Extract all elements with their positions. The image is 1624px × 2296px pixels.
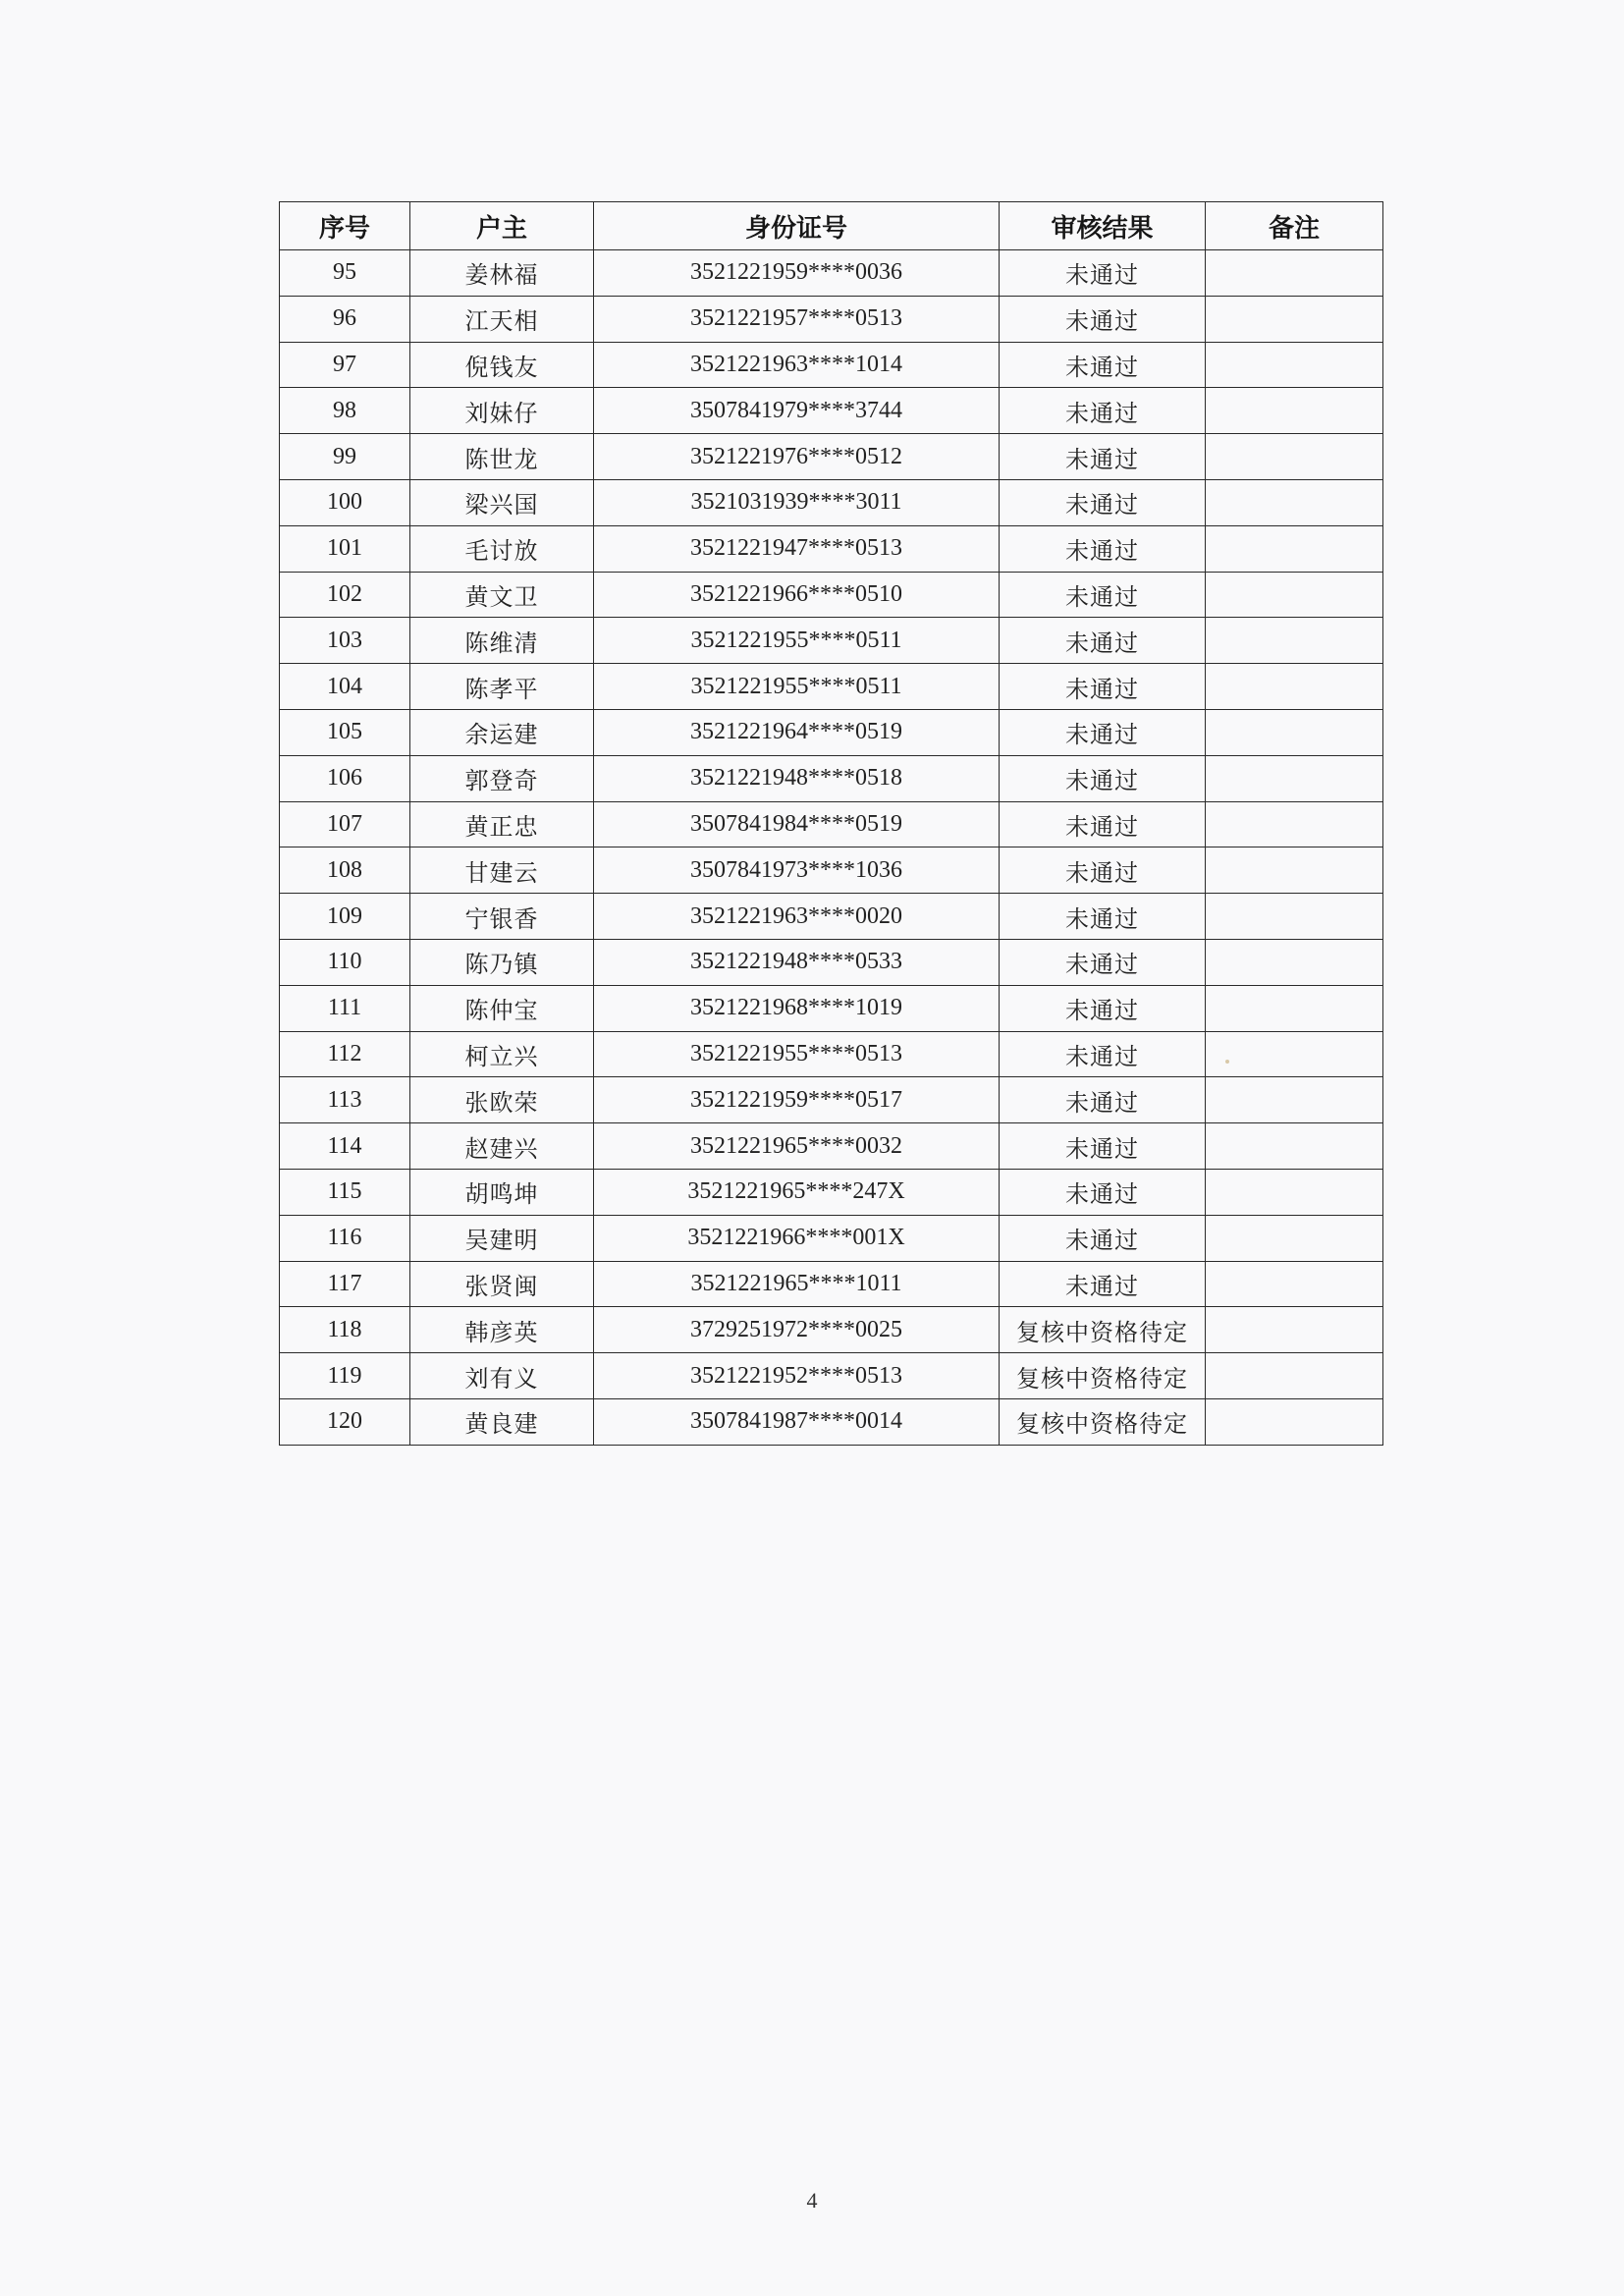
table-row	[280, 664, 1383, 710]
cell-review-result: 未通过	[1000, 664, 1206, 710]
header-serial-number: 序号	[280, 202, 410, 250]
cell-remark	[1206, 296, 1383, 342]
cell-householder: 吴建明	[410, 1215, 594, 1261]
cell-remark	[1206, 1169, 1383, 1215]
cell-id-number: 3521221947****0513	[594, 525, 1000, 572]
cell-serial-number: 111	[280, 985, 410, 1031]
cell-review-result: 未通过	[1000, 388, 1206, 434]
cell-remark	[1206, 939, 1383, 985]
table-row	[280, 847, 1383, 894]
cell-id-number: 3521221964****0519	[594, 709, 1000, 755]
cell-review-result: 未通过	[1000, 525, 1206, 572]
cell-review-result: 复核中资格待定	[1000, 1307, 1206, 1353]
table-row	[280, 296, 1383, 342]
cell-id-number: 3521221965****247X	[594, 1169, 1000, 1215]
table-row	[280, 1215, 1383, 1261]
cell-id-number: 3521221963****1014	[594, 342, 1000, 388]
cell-householder: 梁兴国	[410, 479, 594, 525]
cell-serial-number: 118	[280, 1307, 410, 1353]
cell-remark	[1206, 894, 1383, 940]
table-row	[280, 709, 1383, 755]
cell-id-number: 3521221963****0020	[594, 894, 1000, 940]
cell-review-result: 复核中资格待定	[1000, 1398, 1206, 1445]
table-row	[280, 1398, 1383, 1445]
cell-remark	[1206, 250, 1383, 297]
scan-speck	[1225, 1060, 1229, 1064]
cell-householder: 柯立兴	[410, 1031, 594, 1077]
cell-householder: 陈世龙	[410, 434, 594, 480]
cell-remark	[1206, 618, 1383, 664]
cell-review-result: 未通过	[1000, 755, 1206, 801]
cell-remark	[1206, 985, 1383, 1031]
table-row	[280, 388, 1383, 434]
cell-serial-number: 117	[280, 1261, 410, 1307]
cell-id-number: 3521221952****0513	[594, 1353, 1000, 1399]
cell-serial-number: 109	[280, 894, 410, 940]
cell-id-number: 3521221959****0036	[594, 250, 1000, 297]
cell-review-result: 复核中资格待定	[1000, 1353, 1206, 1399]
cell-serial-number: 106	[280, 755, 410, 801]
cell-remark	[1206, 434, 1383, 480]
cell-id-number: 3507841984****0519	[594, 801, 1000, 847]
header-householder: 户主	[410, 202, 594, 250]
cell-remark	[1206, 1031, 1383, 1077]
table-body	[280, 250, 1383, 1446]
cell-id-number: 3521031939****3011	[594, 479, 1000, 525]
cell-id-number: 3521221965****0032	[594, 1123, 1000, 1170]
cell-remark	[1206, 1123, 1383, 1170]
cell-serial-number: 120	[280, 1398, 410, 1445]
table-row	[280, 572, 1383, 618]
cell-remark	[1206, 847, 1383, 894]
cell-review-result: 未通过	[1000, 434, 1206, 480]
cell-id-number: 3521221948****0533	[594, 939, 1000, 985]
cell-review-result: 未通过	[1000, 1169, 1206, 1215]
cell-review-result: 未通过	[1000, 894, 1206, 940]
cell-serial-number: 107	[280, 801, 410, 847]
audit-result-table	[279, 201, 1383, 1446]
cell-remark	[1206, 388, 1383, 434]
cell-householder: 陈仲宝	[410, 985, 594, 1031]
header-id-number: 身份证号	[594, 202, 1000, 250]
cell-serial-number: 95	[280, 250, 410, 297]
cell-review-result: 未通过	[1000, 618, 1206, 664]
table-row	[280, 250, 1383, 297]
table-row	[280, 479, 1383, 525]
cell-review-result: 未通过	[1000, 572, 1206, 618]
cell-householder: 胡鸣坤	[410, 1169, 594, 1215]
cell-id-number: 3729251972****0025	[594, 1307, 1000, 1353]
cell-review-result: 未通过	[1000, 1123, 1206, 1170]
cell-remark	[1206, 1077, 1383, 1123]
cell-id-number: 3521221955****0513	[594, 1031, 1000, 1077]
cell-id-number: 3521221965****1011	[594, 1261, 1000, 1307]
cell-serial-number: 98	[280, 388, 410, 434]
table-row	[280, 894, 1383, 940]
cell-id-number: 3521221957****0513	[594, 296, 1000, 342]
cell-householder: 毛讨放	[410, 525, 594, 572]
table-row	[280, 939, 1383, 985]
table-row	[280, 801, 1383, 847]
cell-remark	[1206, 1215, 1383, 1261]
cell-householder: 黄良建	[410, 1398, 594, 1445]
cell-householder: 韩彦英	[410, 1307, 594, 1353]
cell-id-number: 3521221948****0518	[594, 755, 1000, 801]
table-row	[280, 434, 1383, 480]
table-row	[280, 1169, 1383, 1215]
header-review-result: 审核结果	[1000, 202, 1206, 250]
cell-householder: 江天相	[410, 296, 594, 342]
header-remark: 备注	[1206, 202, 1383, 250]
cell-id-number: 3521221968****1019	[594, 985, 1000, 1031]
cell-review-result: 未通过	[1000, 1261, 1206, 1307]
cell-serial-number: 104	[280, 664, 410, 710]
cell-id-number: 3521221966****001X	[594, 1215, 1000, 1261]
cell-remark	[1206, 709, 1383, 755]
cell-remark	[1206, 1261, 1383, 1307]
cell-householder: 刘有义	[410, 1353, 594, 1399]
cell-id-number: 3521221955****0511	[594, 618, 1000, 664]
table-row	[280, 1123, 1383, 1170]
cell-householder: 黄文卫	[410, 572, 594, 618]
cell-id-number: 3521221955****0511	[594, 664, 1000, 710]
cell-serial-number: 113	[280, 1077, 410, 1123]
cell-id-number: 3521221976****0512	[594, 434, 1000, 480]
cell-remark	[1206, 572, 1383, 618]
page-number: 4	[806, 2188, 818, 2213]
table-header-row	[280, 202, 1383, 250]
table-row	[280, 342, 1383, 388]
cell-serial-number: 112	[280, 1031, 410, 1077]
cell-householder: 姜林福	[410, 250, 594, 297]
cell-review-result: 未通过	[1000, 1077, 1206, 1123]
cell-serial-number: 97	[280, 342, 410, 388]
cell-id-number: 3507841979****3744	[594, 388, 1000, 434]
cell-serial-number: 99	[280, 434, 410, 480]
cell-serial-number: 115	[280, 1169, 410, 1215]
cell-serial-number: 114	[280, 1123, 410, 1170]
table-row	[280, 1261, 1383, 1307]
cell-householder: 陈孝平	[410, 664, 594, 710]
cell-id-number: 3507841973****1036	[594, 847, 1000, 894]
cell-serial-number: 105	[280, 709, 410, 755]
cell-review-result: 未通过	[1000, 709, 1206, 755]
cell-remark	[1206, 801, 1383, 847]
cell-householder: 张欧荣	[410, 1077, 594, 1123]
cell-serial-number: 101	[280, 525, 410, 572]
cell-review-result: 未通过	[1000, 1031, 1206, 1077]
table-row	[280, 755, 1383, 801]
cell-remark	[1206, 342, 1383, 388]
cell-remark	[1206, 1307, 1383, 1353]
table-row	[280, 525, 1383, 572]
table-row	[280, 618, 1383, 664]
cell-review-result: 未通过	[1000, 801, 1206, 847]
cell-review-result: 未通过	[1000, 250, 1206, 297]
cell-serial-number: 100	[280, 479, 410, 525]
cell-id-number: 3521221966****0510	[594, 572, 1000, 618]
cell-householder: 宁银香	[410, 894, 594, 940]
cell-remark	[1206, 479, 1383, 525]
cell-serial-number: 110	[280, 939, 410, 985]
cell-serial-number: 119	[280, 1353, 410, 1399]
cell-remark	[1206, 525, 1383, 572]
cell-householder: 黄正忠	[410, 801, 594, 847]
cell-serial-number: 102	[280, 572, 410, 618]
cell-householder: 张贤闽	[410, 1261, 594, 1307]
cell-householder: 郭登奇	[410, 755, 594, 801]
cell-remark	[1206, 1398, 1383, 1445]
cell-householder: 刘妹仔	[410, 388, 594, 434]
cell-review-result: 未通过	[1000, 342, 1206, 388]
cell-review-result: 未通过	[1000, 985, 1206, 1031]
cell-serial-number: 116	[280, 1215, 410, 1261]
cell-serial-number: 103	[280, 618, 410, 664]
cell-serial-number: 96	[280, 296, 410, 342]
cell-id-number: 3521221959****0517	[594, 1077, 1000, 1123]
cell-review-result: 未通过	[1000, 847, 1206, 894]
cell-review-result: 未通过	[1000, 479, 1206, 525]
table-row	[280, 1307, 1383, 1353]
cell-householder: 余运建	[410, 709, 594, 755]
table-row	[280, 985, 1383, 1031]
cell-remark	[1206, 664, 1383, 710]
cell-householder: 陈乃镇	[410, 939, 594, 985]
cell-review-result: 未通过	[1000, 1215, 1206, 1261]
cell-review-result: 未通过	[1000, 939, 1206, 985]
cell-review-result: 未通过	[1000, 296, 1206, 342]
table-row	[280, 1031, 1383, 1077]
cell-remark	[1206, 1353, 1383, 1399]
cell-householder: 甘建云	[410, 847, 594, 894]
cell-householder: 倪钱友	[410, 342, 594, 388]
cell-id-number: 3507841987****0014	[594, 1398, 1000, 1445]
table-row	[280, 1077, 1383, 1123]
cell-householder: 赵建兴	[410, 1123, 594, 1170]
table-row	[280, 1353, 1383, 1399]
cell-serial-number: 108	[280, 847, 410, 894]
cell-householder: 陈维清	[410, 618, 594, 664]
cell-remark	[1206, 755, 1383, 801]
